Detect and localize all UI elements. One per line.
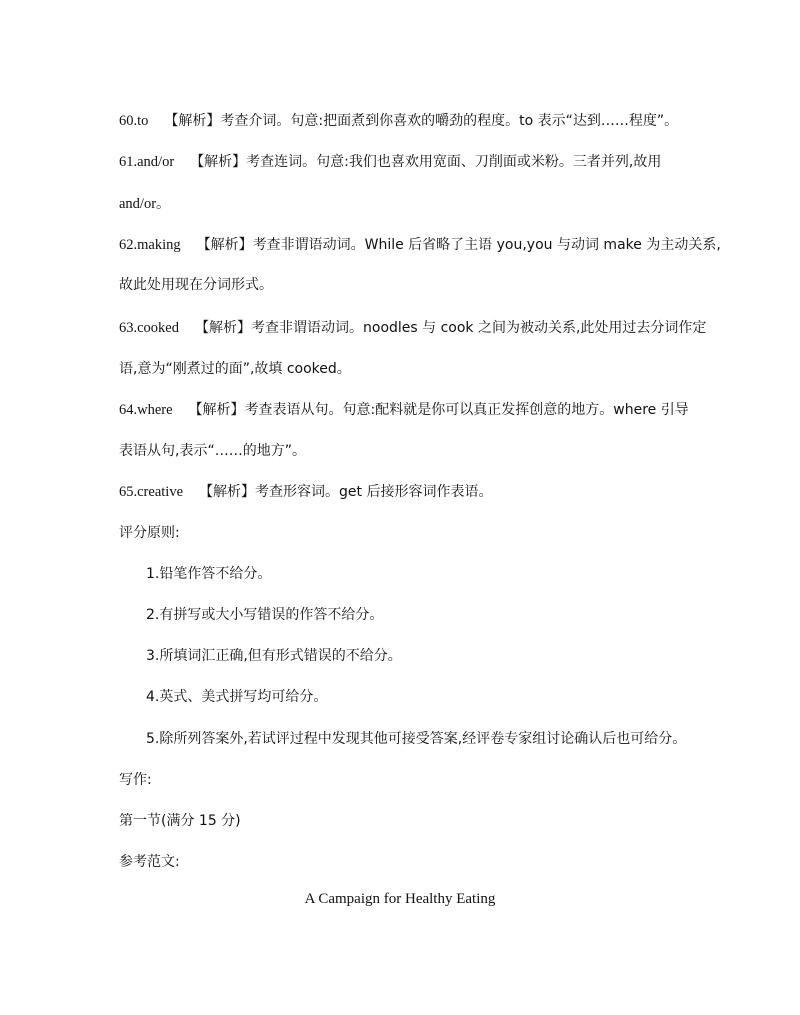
writing-section: 第一节(满分 15 分) [119, 813, 241, 829]
scoring-rule-2: 2.有拼写或大小写错误的作答不给分。 [146, 607, 384, 623]
answer-61 [119, 152, 740, 172]
analysis-text: 考查非谓语动词。noodles 与 cook 之间为被动关系,此处用过去分词作定 [251, 320, 707, 336]
essay-title: A Campaign for Healthy Eating [304, 891, 496, 907]
analysis-text: 考查表语从句。句意:配料就是你可以真正发挥创意的地方。where 引导 [244, 402, 689, 418]
scoring-rule-1: 1.铅笔作答不给分。 [146, 566, 272, 582]
writing-heading: 写作: [119, 772, 152, 788]
answer-63 [119, 318, 740, 338]
sample-essay-label: 参考范文: [119, 854, 180, 870]
scoring-rule-4: 4.英式、美式拼写均可给分。 [146, 689, 328, 705]
answer-number: 60.to [119, 113, 149, 129]
answer-62 [119, 235, 740, 255]
analysis-tag: 【解析】 [190, 154, 247, 170]
analysis-tag: 【解析】 [188, 402, 245, 418]
answer-number: 65.creative [119, 484, 184, 500]
answer-61-continuation: and/or。 [119, 196, 171, 212]
answer-number: 62.making [119, 237, 181, 253]
answer-64 [119, 400, 740, 420]
answer-62-continuation: 故此处用现在分词形式。 [119, 277, 273, 293]
analysis-text: 考查连词。句意:我们也喜欢用宽面、刀削面或米粉。三者并列,故用 [246, 154, 662, 170]
answer-number: 64.where [119, 402, 173, 418]
answer-number: 63.cooked [119, 320, 179, 336]
answer-60 [119, 111, 740, 131]
answer-65 [119, 482, 740, 502]
analysis-text: 考查非谓语动词。While 后省略了主语 you,you 与动词 make 为主动关系, [252, 237, 721, 253]
scoring-rule-3: 3.所填词汇正确,但有形式错误的不给分。 [146, 648, 402, 664]
analysis-text: 考查介词。句意:把面煮到你喜欢的嚼劲的程度。to 表示“达到……程度”。 [220, 113, 679, 129]
answer-64-continuation: 表语从句,表示“……的地方”。 [119, 443, 306, 459]
answer-63-continuation: 语,意为“刚煮过的面”,故填 cooked。 [119, 361, 351, 377]
analysis-tag: 【解析】 [196, 237, 253, 253]
analysis-tag: 【解析】 [199, 484, 256, 500]
scoring-rule-5: 5.除所列答案外,若试评过程中发现其他可接受答案,经评卷专家组讨论确认后也可给分。 [146, 731, 687, 747]
answer-number: 61.and/or [119, 154, 175, 170]
scoring-heading: 评分原则: [119, 525, 180, 541]
analysis-text: 考查形容词。get 后接形容词作表语。 [255, 484, 493, 500]
analysis-tag: 【解析】 [195, 320, 251, 336]
analysis-tag: 【解析】 [164, 113, 221, 129]
